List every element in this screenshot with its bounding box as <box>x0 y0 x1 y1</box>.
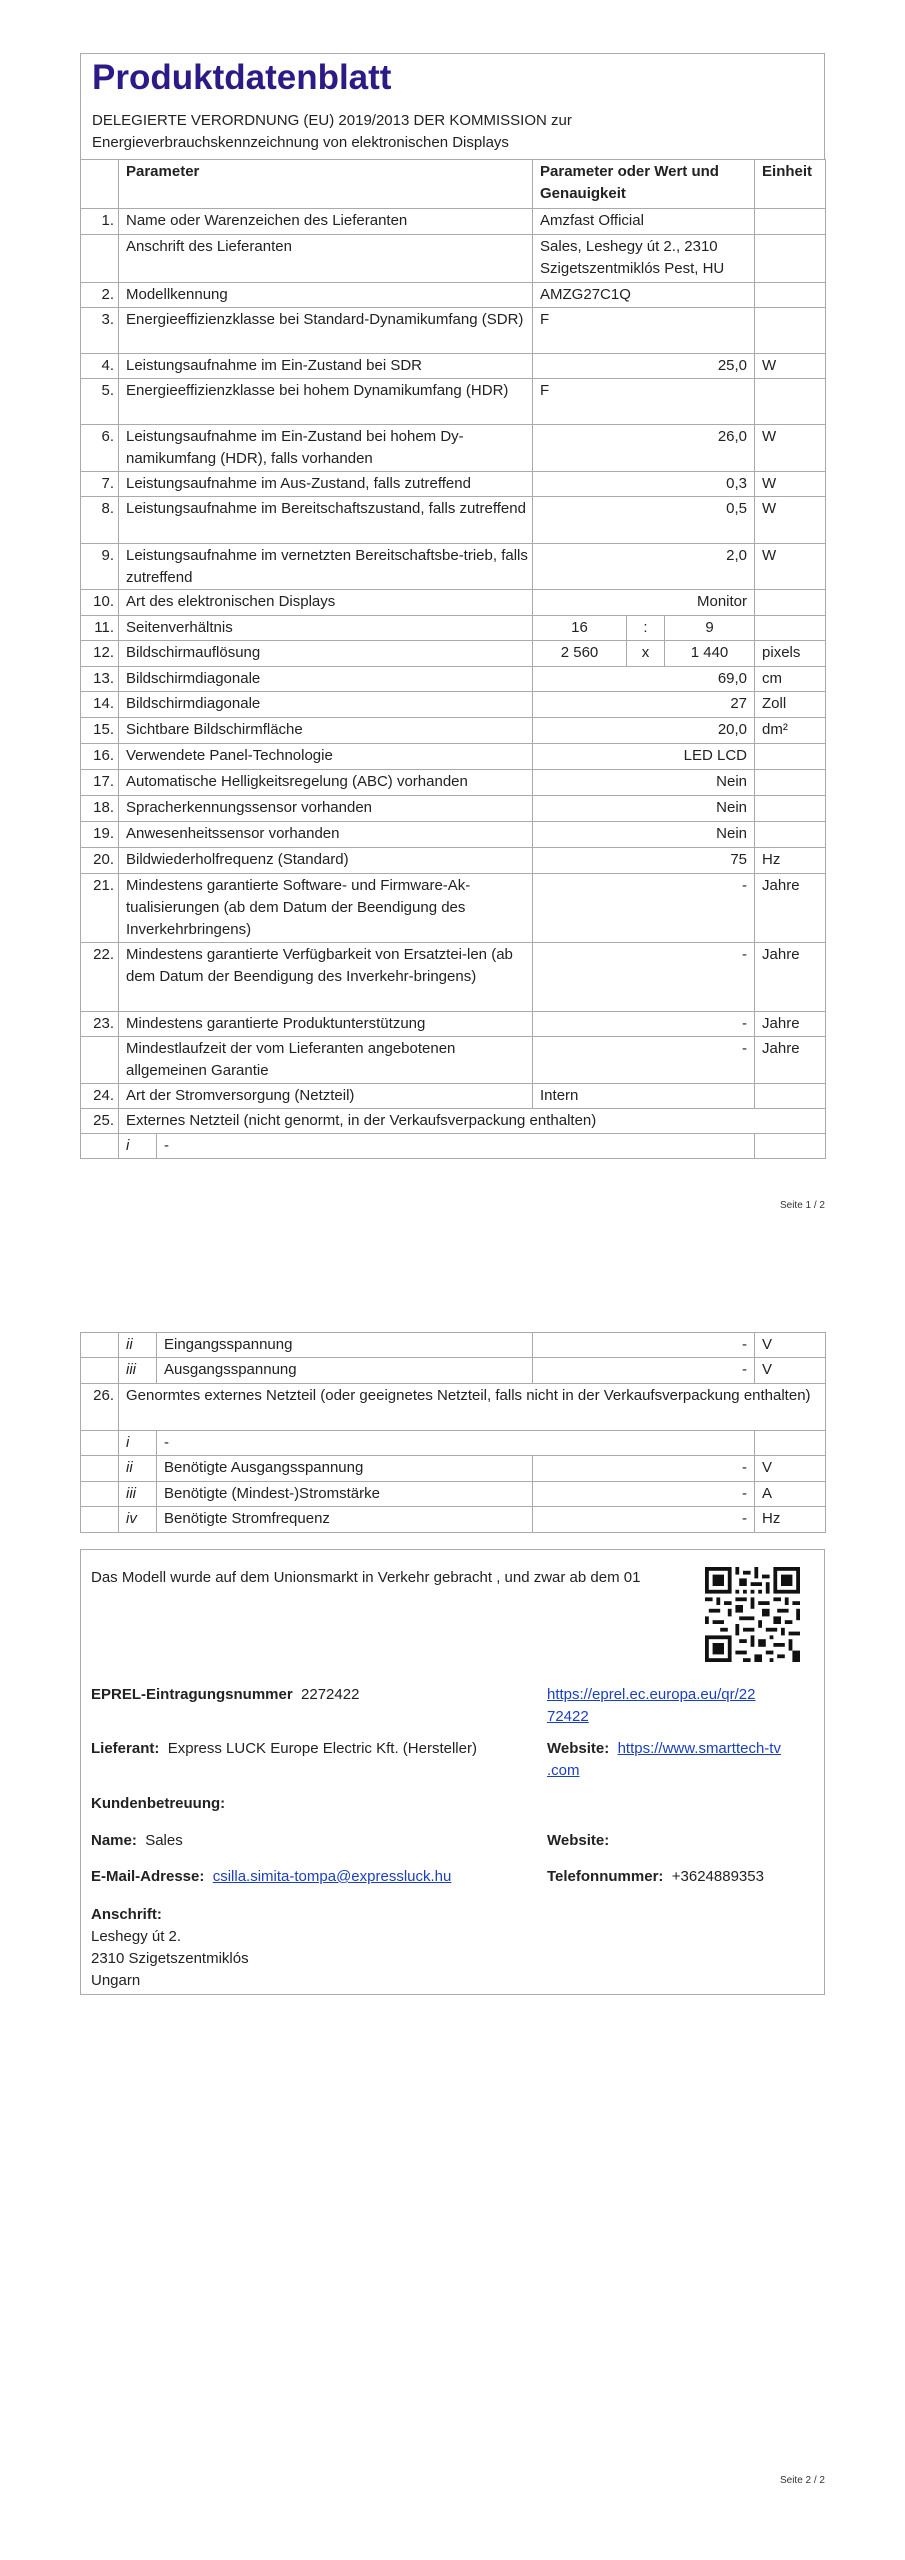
row-parameter: Eingangsspannung <box>157 1333 533 1358</box>
table-row <box>81 1109 826 1134</box>
row-unit <box>755 379 826 425</box>
row-unit: Hz <box>755 848 826 874</box>
row-value: 75 <box>533 848 755 874</box>
row-parameter: Spracherkennungssensor vorhanden <box>119 796 533 822</box>
row-value: 26,0 <box>533 425 755 472</box>
table-row <box>81 472 826 497</box>
supplier-label: Lieferant: <box>91 1740 160 1757</box>
name-label: Name: <box>91 1832 137 1849</box>
row-value: Nein <box>533 822 755 848</box>
table-row <box>81 718 826 744</box>
phone-label: Telefonnummer: <box>547 1868 664 1885</box>
table-row <box>81 641 826 667</box>
row-value: Intern <box>533 1084 755 1109</box>
row-unit <box>755 209 826 235</box>
table-row <box>81 379 826 425</box>
row-parameter: Art der Stromversorgung (Netzteil) <box>119 1084 533 1109</box>
row-value: - <box>533 1012 755 1037</box>
row-number: 15. <box>81 718 119 744</box>
row-value: F <box>533 379 755 425</box>
row-value: - <box>533 1358 755 1384</box>
product-data-table-continued <box>80 1332 826 1533</box>
row-value: - <box>533 943 755 1012</box>
row-value: - <box>533 1037 755 1084</box>
sub-index: i <box>119 1431 157 1456</box>
row-unit <box>755 1084 826 1109</box>
table-row <box>81 1384 826 1431</box>
eprel-link[interactable]: https://eprel.ec.europa.eu/qr/22 72422 <box>547 1686 756 1725</box>
row-value: Amzfast Official <box>533 209 755 235</box>
row-number: 10. <box>81 590 119 616</box>
row-value: Monitor <box>533 590 755 616</box>
table-row <box>81 308 826 354</box>
page-2 <box>0 1280 905 2560</box>
row-parameter: Seitenverhältnis <box>119 616 533 641</box>
table-row <box>81 497 826 544</box>
row-parameter: Bildschirmdiagonale <box>119 692 533 718</box>
table-row <box>81 425 826 472</box>
table-row <box>81 1333 826 1358</box>
table-row <box>81 283 826 308</box>
row-value: 0,3 <box>533 472 755 497</box>
sub-index: ii <box>119 1333 157 1358</box>
row-number: 16. <box>81 744 119 770</box>
table-row <box>81 692 826 718</box>
row-value: 69,0 <box>533 667 755 692</box>
row-value: - <box>533 1333 755 1358</box>
resolution-width: 2 560 <box>533 641 627 667</box>
row-unit: cm <box>755 667 826 692</box>
row-number: 25. <box>81 1109 119 1134</box>
row-value: Sales, Leshegy út 2., 2310 Szigetszentmiklós Pest, HU <box>533 235 755 283</box>
aspect-width: 16 <box>533 616 627 641</box>
row-number: 3. <box>81 308 119 354</box>
row-unit: V <box>755 1358 826 1384</box>
customer-support-heading: Kundenbetreuung: <box>91 1795 226 1812</box>
row-parameter: Anwesenheitssensor vorhanden <box>119 822 533 848</box>
row-unit: V <box>755 1333 826 1358</box>
product-data-table <box>80 159 826 1159</box>
row-value: - <box>533 1456 755 1482</box>
eprel-label: EPREL-Eintragungsnummer <box>91 1686 293 1703</box>
table-row <box>81 1012 826 1037</box>
row-parameter: Mindestens garantierte Verfügbarkeit von Ersatztei-len (ab dem Datum der Beendigung des Inverkehr-bringens) <box>119 943 533 1012</box>
row-number: 6. <box>81 425 119 472</box>
row-unit <box>755 796 826 822</box>
row-unit <box>755 235 826 283</box>
row-parameter: Modellkennung <box>119 283 533 308</box>
row-parameter: Ausgangsspannung <box>157 1358 533 1384</box>
regulation-subtitle: DELEGIERTE VERORDNUNG (EU) 2019/2013 DER KOMMISSION zur Energieverbrauchskennzeichnung von elektronischen Displays <box>92 112 572 151</box>
row-number: 1. <box>81 209 119 235</box>
row-unit <box>755 770 826 796</box>
row-number: 22. <box>81 943 119 1012</box>
table-row <box>81 1431 826 1456</box>
row-value: 27 <box>533 692 755 718</box>
row-unit: V <box>755 1456 826 1482</box>
email-link[interactable]: csilla.simita-tompa@expressluck.hu <box>212 1868 452 1885</box>
address-line-3: Ungarn <box>91 1972 141 1989</box>
table-row <box>81 1037 826 1084</box>
row-number: 23. <box>81 1012 119 1037</box>
sub-index: iii <box>119 1358 157 1384</box>
row-number: 24. <box>81 1084 119 1109</box>
row-number: 26. <box>81 1384 119 1431</box>
row-unit <box>755 616 826 641</box>
row-number: 11. <box>81 616 119 641</box>
row-unit: Jahre <box>755 874 826 943</box>
row-parameter: Bildschirmdiagonale <box>119 667 533 692</box>
row-parameter: Bildschirmauflösung <box>119 641 533 667</box>
table-row <box>81 1134 826 1159</box>
row-unit <box>755 283 826 308</box>
row-parameter: Energieeffizienzklasse bei Standard-Dynamikumfang (SDR) <box>119 308 533 354</box>
table-row <box>81 770 826 796</box>
table-header-row <box>81 160 826 209</box>
row-parameter: Externes Netzteil (nicht genormt, in der Verkaufsverpackung enthalten) <box>119 1109 826 1134</box>
row-number: 9. <box>81 544 119 590</box>
row-parameter: Leistungsaufnahme im vernetzten Bereitschaftsbe-trieb, falls zutreffend <box>119 544 533 590</box>
row-number: 4. <box>81 354 119 379</box>
row-number: 7. <box>81 472 119 497</box>
row-unit: W <box>755 472 826 497</box>
row-parameter: - <box>157 1134 755 1159</box>
row-parameter: Name oder Warenzeichen des Lieferanten <box>119 209 533 235</box>
row-value: - <box>533 1482 755 1507</box>
eprel-number: 2272422 <box>301 1686 360 1703</box>
eprel-link-block <box>547 1684 817 1728</box>
row-unit <box>755 822 826 848</box>
row-number <box>81 235 119 283</box>
row-parameter: Leistungsaufnahme im Bereitschaftszustand, falls zutreffend <box>119 497 533 544</box>
row-parameter: Leistungsaufnahme im Ein-Zustand bei SDR <box>119 354 533 379</box>
resolution-separator: x <box>627 641 665 667</box>
row-parameter: - <box>157 1431 755 1456</box>
row-number: 21. <box>81 874 119 943</box>
header-parameter: Parameter <box>119 160 533 209</box>
row-parameter: Leistungsaufnahme im Ein-Zustand bei hohem Dy-namikumfang (HDR), falls vorhanden <box>119 425 533 472</box>
row-parameter: Energieeffizienzklasse bei hohem Dynamikumfang (HDR) <box>119 379 533 425</box>
row-unit <box>755 744 826 770</box>
row-parameter: Mindestens garantierte Produktunterstützung <box>119 1012 533 1037</box>
table-row <box>81 544 826 590</box>
row-parameter: Mindestlaufzeit der vom Lieferanten angebotenen allgemeinen Garantie <box>119 1037 533 1084</box>
row-parameter: Benötigte Stromfrequenz <box>157 1507 533 1533</box>
table-row <box>81 874 826 943</box>
row-unit: dm² <box>755 718 826 744</box>
row-unit: A <box>755 1482 826 1507</box>
table-row <box>81 822 826 848</box>
phone-number: +3624889353 <box>671 1868 764 1885</box>
row-number: 14. <box>81 692 119 718</box>
table-row <box>81 796 826 822</box>
row-parameter: Bildwiederholfrequenz (Standard) <box>119 848 533 874</box>
table-row <box>81 1084 826 1109</box>
supplier-name: Express LUCK Europe Electric Kft. (Hersteller) <box>167 1740 477 1757</box>
row-value: AMZG27C1Q <box>533 283 755 308</box>
table-row <box>81 1482 826 1507</box>
row-unit: W <box>755 497 826 544</box>
row-parameter: Art des elektronischen Displays <box>119 590 533 616</box>
sub-index: iv <box>119 1507 157 1533</box>
row-number: 17. <box>81 770 119 796</box>
page-title: Produktdatenblatt <box>92 58 392 97</box>
row-parameter: Benötigte Ausgangsspannung <box>157 1456 533 1482</box>
market-placement-text: Das Modell wurde auf dem Unionsmarkt in Verkehr gebracht , und zwar ab dem 01 <box>91 1569 641 1586</box>
row-value: F <box>533 308 755 354</box>
sub-index: i <box>119 1134 157 1159</box>
support-website-label: Website: <box>547 1832 610 1849</box>
row-unit: W <box>755 544 826 590</box>
row-value: Nein <box>533 770 755 796</box>
row-unit: Jahre <box>755 1012 826 1037</box>
row-number: 20. <box>81 848 119 874</box>
row-number: 13. <box>81 667 119 692</box>
table-row <box>81 590 826 616</box>
row-unit: pixels <box>755 641 826 667</box>
header-unit: Einheit <box>755 160 826 209</box>
row-value: 25,0 <box>533 354 755 379</box>
table-row <box>81 354 826 379</box>
row-unit: Jahre <box>755 1037 826 1084</box>
row-number: 2. <box>81 283 119 308</box>
row-parameter: Automatische Helligkeitsregelung (ABC) vorhanden <box>119 770 533 796</box>
table-row <box>81 1358 826 1384</box>
row-unit: Jahre <box>755 943 826 1012</box>
page-number: Seite 2 / 2 <box>779 2475 825 2486</box>
row-parameter: Mindestens garantierte Software- und Firmware-Ak-tualisierungen (ab dem Datum der Beendigung des Inverkehrbringens) <box>119 874 533 943</box>
row-unit: Hz <box>755 1507 826 1533</box>
row-value: - <box>533 1507 755 1533</box>
row-number: 5. <box>81 379 119 425</box>
row-unit: W <box>755 425 826 472</box>
row-number <box>81 1037 119 1084</box>
row-number: 19. <box>81 822 119 848</box>
resolution-height: 1 440 <box>665 641 755 667</box>
address-line-1: Leshegy út 2. <box>91 1928 182 1945</box>
table-row <box>81 616 826 641</box>
contact-name: Sales <box>145 1832 183 1849</box>
website-label: Website: <box>547 1740 610 1757</box>
row-value: - <box>533 874 755 943</box>
sheet-header <box>80 53 825 159</box>
row-value: LED LCD <box>533 744 755 770</box>
row-value: Nein <box>533 796 755 822</box>
row-parameter: Sichtbare Bildschirmfläche <box>119 718 533 744</box>
row-number: 18. <box>81 796 119 822</box>
table-row <box>81 209 826 235</box>
row-unit: W <box>755 354 826 379</box>
table-row <box>81 667 826 692</box>
aspect-height: 9 <box>665 616 755 641</box>
row-value: 2,0 <box>533 544 755 590</box>
row-parameter: Leistungsaufnahme im Aus-Zustand, falls zutreffend <box>119 472 533 497</box>
table-row <box>81 235 826 283</box>
address-label: Anschrift: <box>91 1906 162 1923</box>
table-row <box>81 1456 826 1482</box>
address-line-2: 2310 Szigetszentmiklós <box>91 1950 249 1967</box>
row-parameter: Genormtes externes Netzteil (oder geeignetes Netzteil, falls nicht in der Verkaufsverpackung enthalten) <box>119 1384 826 1431</box>
qr-code-icon[interactable] <box>705 1567 800 1662</box>
row-parameter: Verwendete Panel-Technologie <box>119 744 533 770</box>
header-value: Parameter oder Wert und Genauigkeit <box>533 160 755 209</box>
row-number: 8. <box>81 497 119 544</box>
table-row <box>81 848 826 874</box>
supplier-info-box <box>80 1549 825 1995</box>
aspect-separator: : <box>627 616 665 641</box>
row-number: 12. <box>81 641 119 667</box>
table-row <box>81 1507 826 1533</box>
email-label: E-Mail-Adresse: <box>91 1868 205 1885</box>
row-unit <box>755 308 826 354</box>
row-parameter: Anschrift des Lieferanten <box>119 235 533 283</box>
row-parameter: Benötigte (Mindest-)Stromstärke <box>157 1482 533 1507</box>
sub-index: ii <box>119 1456 157 1482</box>
row-value: 20,0 <box>533 718 755 744</box>
row-unit <box>755 590 826 616</box>
row-value: 0,5 <box>533 497 755 544</box>
website-link[interactable]: https://www.smarttech-tv .com <box>547 1740 781 1779</box>
page-number: Seite 1 / 2 <box>779 1200 825 1211</box>
sub-index: iii <box>119 1482 157 1507</box>
row-unit: Zoll <box>755 692 826 718</box>
table-row <box>81 744 826 770</box>
table-row <box>81 943 826 1012</box>
